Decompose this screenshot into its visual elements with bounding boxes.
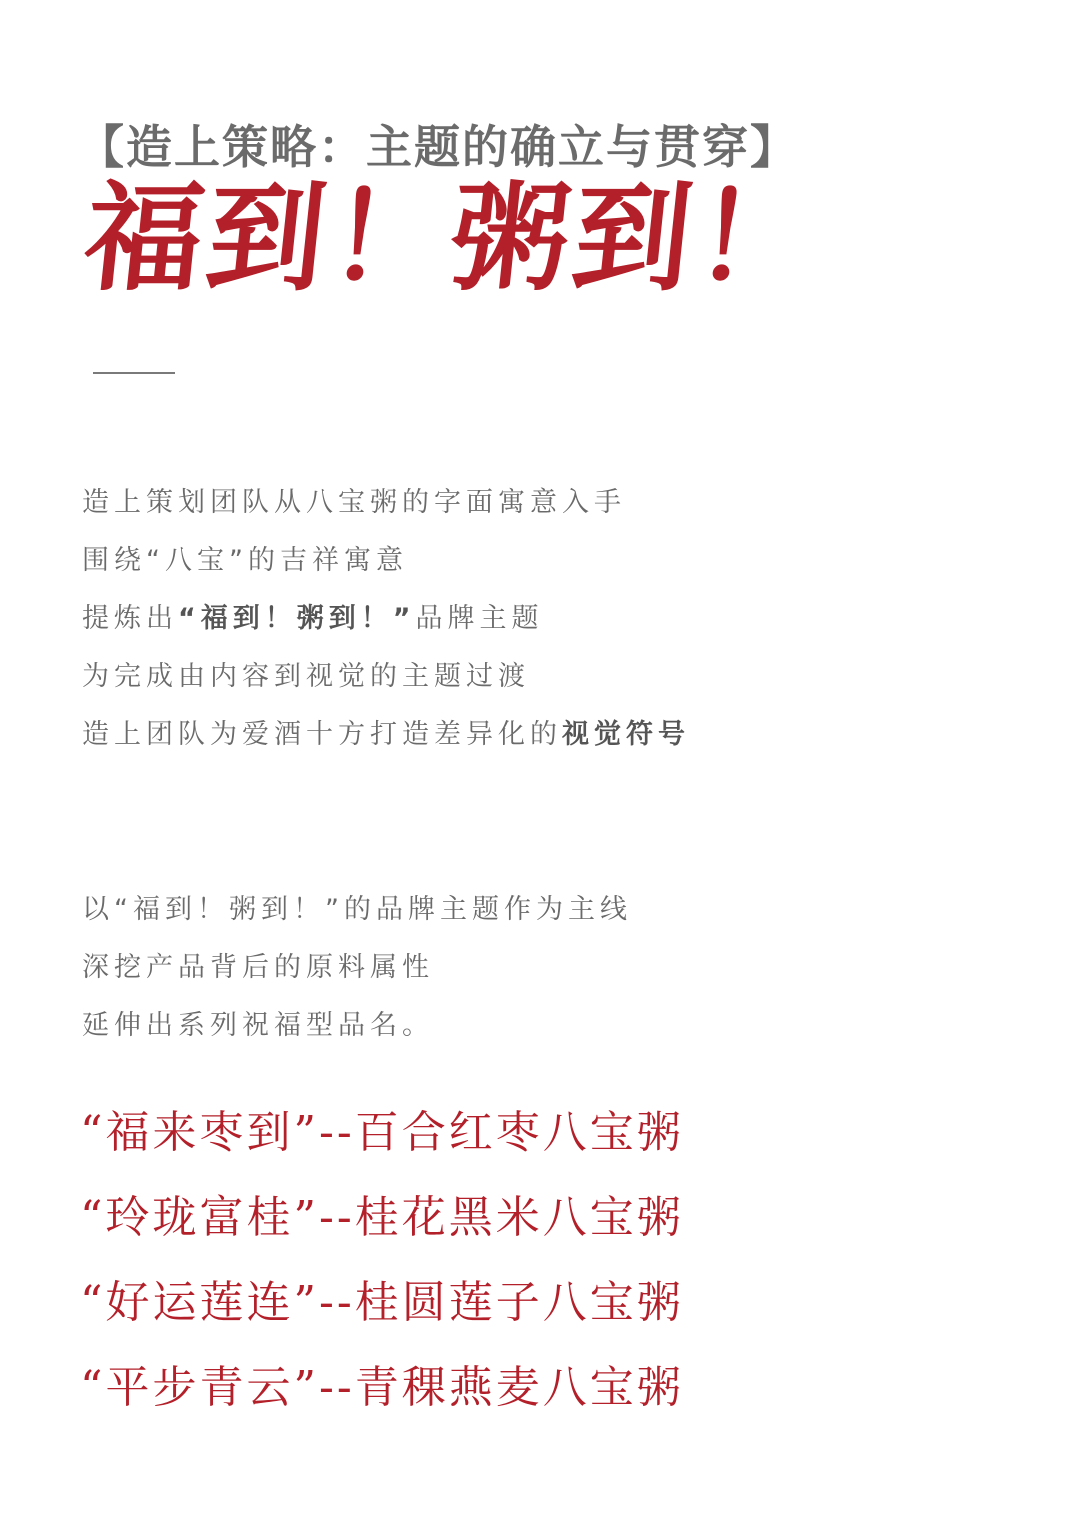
strategy-line: 以“福到！粥到！”的品牌主题作为主线 xyxy=(82,894,632,925)
intro-line xyxy=(82,706,690,764)
intro-paragraph xyxy=(82,474,690,764)
brand-slogan: 福到！粥到！ xyxy=(78,168,825,307)
page-heading: 【造上策略：主题的确立与贯穿】 xyxy=(78,119,798,174)
intro-text: 品牌主题 xyxy=(415,603,544,634)
visual-symbol-emphasis: 视觉符号 xyxy=(562,719,690,750)
intro-line: 造上策划团队从八宝粥的字面寓意入手 xyxy=(82,487,626,518)
intro-text: 造上团队为爱酒十方打造差异化的 xyxy=(82,719,562,750)
product-name-item: “玲珑富桂”--桂花黑米八宝粥 xyxy=(80,1192,684,1243)
intro-text: 提炼出 xyxy=(82,603,178,634)
section-divider xyxy=(93,372,175,374)
product-name-item: “好运莲连”--桂圆莲子八宝粥 xyxy=(80,1277,684,1328)
intro-line: 为完成由内容到视觉的主题过渡 xyxy=(82,661,530,692)
strategy-paragraph xyxy=(82,881,632,1055)
strategy-line: 深挖产品背后的原料属性 xyxy=(82,952,434,983)
brand-theme-emphasis: “福到！粥到！” xyxy=(178,603,416,634)
product-name-item: “福来枣到”--百合红枣八宝粥 xyxy=(80,1107,684,1158)
intro-line xyxy=(82,590,690,648)
product-name-item: “平步青云”--青稞燕麦八宝粥 xyxy=(80,1362,684,1413)
intro-line: 围绕“八宝”的吉祥寓意 xyxy=(82,545,408,576)
strategy-line: 延伸出系列祝福型品名。 xyxy=(82,1010,434,1041)
product-name-list xyxy=(80,1093,684,1433)
